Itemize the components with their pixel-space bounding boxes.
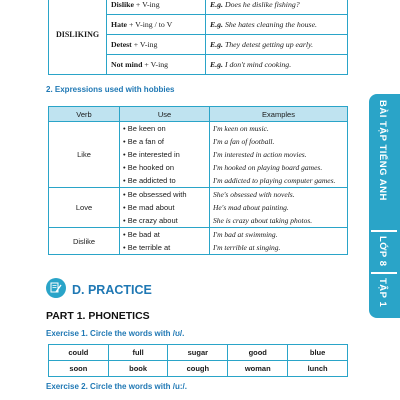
table-row	[49, 188, 348, 228]
exercise-1-title: Exercise 1. Circle the words with /ʊ/.	[46, 329, 185, 338]
word-cell[interactable]: book	[108, 361, 168, 377]
use-item: • Be terrible at	[123, 243, 171, 252]
use-cell	[120, 122, 210, 188]
examples-cell	[210, 188, 348, 228]
table-row	[49, 345, 348, 361]
example-item: I'm hooked on playing board games.	[213, 163, 323, 172]
verb-cell: Dislike	[49, 228, 120, 255]
table-header-row	[49, 107, 348, 122]
examples-cell	[210, 122, 348, 188]
use-cell	[120, 188, 210, 228]
exercise-2-title: Exercise 2. Circle the words with /u:/.	[46, 382, 187, 391]
example-item: I'm interested in action movies.	[213, 150, 307, 159]
part-heading: PART 1. PHONETICS	[46, 310, 150, 322]
table-row	[49, 361, 348, 377]
word-cell[interactable]: could	[49, 345, 109, 361]
side-tab-volume: TẬP 1	[377, 278, 388, 308]
form-cell: Hate + V-ing / to V	[107, 15, 206, 35]
word-cell[interactable]: full	[108, 345, 168, 361]
verb-cell: Love	[49, 188, 120, 228]
word-cell[interactable]: sugar	[168, 345, 228, 361]
example-cell: E.g. Does he dislike fishing?	[206, 0, 348, 15]
use-item: • Be keen on	[123, 124, 166, 133]
use-item: • Be mad about	[123, 203, 175, 212]
practice-pencil-icon	[46, 278, 66, 298]
exercise-1-words-table	[48, 344, 348, 377]
header-verb: Verb	[49, 107, 120, 122]
category-cell: DISLIKING	[49, 0, 107, 75]
use-item: • Be hooked on	[123, 163, 174, 172]
header-use: Use	[120, 107, 210, 122]
form-cell: Detest + V-ing	[107, 35, 206, 55]
example-item: I'm terrible at singing.	[213, 243, 281, 252]
use-item: • Be bad at	[123, 230, 160, 239]
word-cell[interactable]: blue	[288, 345, 348, 361]
verb-cell: Like	[49, 122, 120, 188]
side-tab-grade: LỚP 8	[377, 236, 388, 267]
hobbies-table	[48, 106, 348, 255]
use-item: • Be a fan of	[123, 137, 164, 146]
table-row	[49, 228, 348, 255]
example-item: I'm addicted to playing computer games.	[213, 176, 336, 185]
table-row	[49, 0, 348, 15]
example-item: I'm a fan of football.	[213, 137, 275, 146]
example-cell: E.g. They detest getting up early.	[206, 35, 348, 55]
use-cell	[120, 228, 210, 255]
use-item: • Be interested in	[123, 150, 180, 159]
disliking-table	[48, 0, 348, 75]
use-item: • Be addicted to	[123, 176, 176, 185]
side-tab-title: BÀI TẬP TIẾNG ANH	[377, 100, 388, 201]
example-item: She's obsessed with novels.	[213, 190, 295, 199]
example-item: I'm bad at swimming.	[213, 230, 278, 239]
example-item: I'm keen on music.	[213, 124, 269, 133]
form-cell: Dislike + V-ing	[107, 0, 206, 15]
use-item: • Be crazy about	[123, 216, 178, 225]
use-item: • Be obsessed with	[123, 190, 187, 199]
word-cell[interactable]: cough	[168, 361, 228, 377]
header-examples: Examples	[210, 107, 348, 122]
form-cell: Not mind + V-ing	[107, 55, 206, 75]
examples-cell	[210, 228, 348, 255]
example-cell: E.g. She hates cleaning the house.	[206, 15, 348, 35]
side-tab-divider	[371, 272, 397, 274]
word-cell[interactable]: soon	[49, 361, 109, 377]
table-row	[49, 122, 348, 188]
side-tab-divider	[371, 230, 397, 232]
example-cell: E.g. I don't mind cooking.	[206, 55, 348, 75]
section-heading: 2. Expressions used with hobbies	[46, 85, 175, 94]
practice-heading: D. PRACTICE	[72, 283, 152, 297]
word-cell[interactable]: good	[228, 345, 288, 361]
example-item: He's mad about painting.	[213, 203, 289, 212]
example-item: She is crazy about taking photos.	[213, 216, 313, 225]
word-cell[interactable]: lunch	[288, 361, 348, 377]
word-cell[interactable]: woman	[228, 361, 288, 377]
